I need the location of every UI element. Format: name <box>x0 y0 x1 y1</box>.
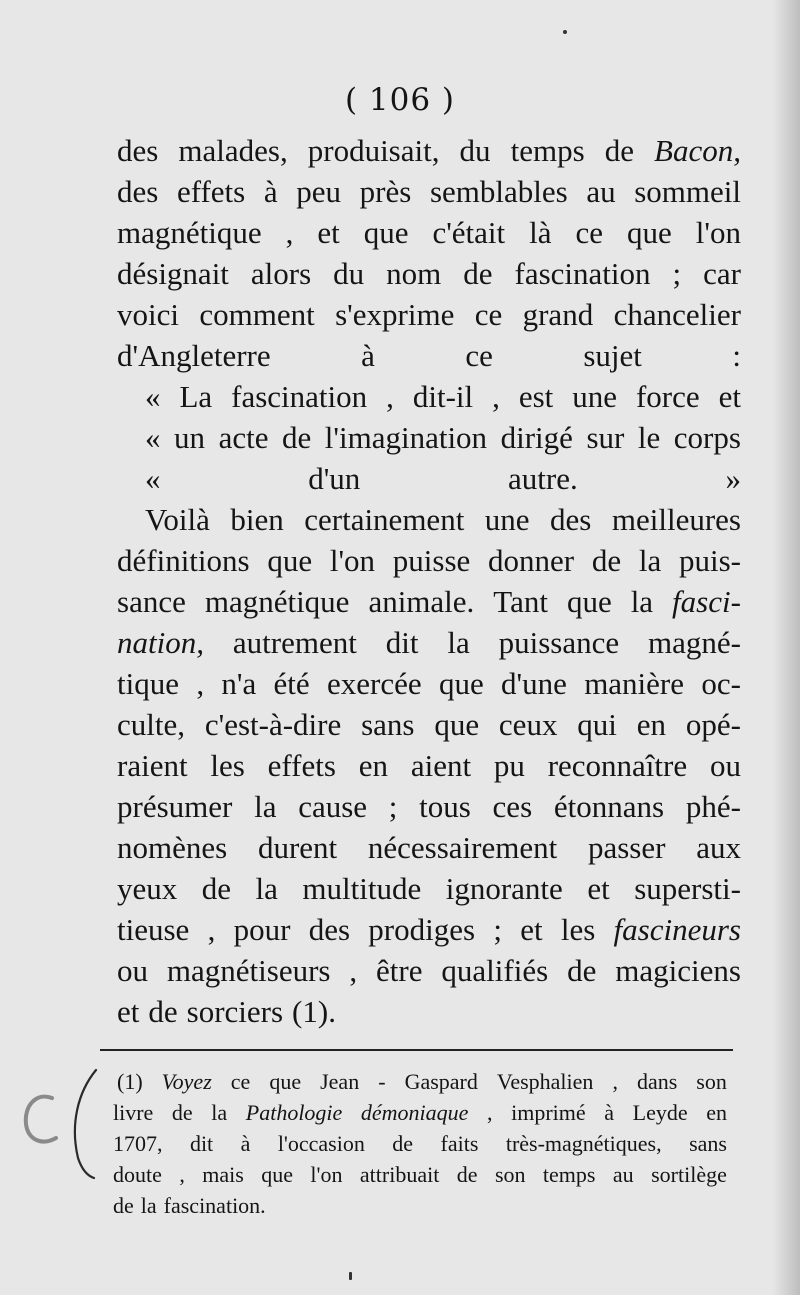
margin-handwritten-mark <box>12 1062 102 1182</box>
word: là <box>529 215 552 250</box>
word: une <box>572 379 617 414</box>
word: un <box>174 420 206 455</box>
word: à <box>240 1131 251 1156</box>
word: que <box>434 707 480 742</box>
word: prodiges <box>368 912 476 947</box>
text-line <box>113 1066 727 1097</box>
word: sur <box>586 420 625 455</box>
text-line <box>117 376 741 417</box>
word: magiciens <box>615 953 741 988</box>
word: d'une <box>501 666 567 701</box>
footnote-rule <box>100 1049 733 1051</box>
word: « <box>145 461 161 496</box>
word: bien <box>230 502 284 537</box>
word: manière <box>584 666 685 701</box>
word: magnétique <box>117 215 262 250</box>
word: les <box>560 912 596 947</box>
word: temps <box>542 1162 596 1187</box>
word: de <box>113 1193 134 1218</box>
word: magné- <box>648 625 741 660</box>
word: et <box>718 379 741 414</box>
word: des <box>550 502 592 537</box>
italic-word: fasci- <box>672 584 741 619</box>
text-line <box>117 212 741 253</box>
word: , <box>349 953 358 988</box>
text-line <box>117 294 741 335</box>
word: ; <box>388 789 398 824</box>
word: des <box>117 133 159 168</box>
word: d'Angleterre <box>117 338 271 373</box>
word: la <box>638 543 662 578</box>
word: malades, <box>178 133 288 168</box>
word: pour <box>233 912 291 947</box>
text-line <box>117 991 741 1032</box>
text-line <box>117 253 741 294</box>
word: nomènes <box>117 830 228 865</box>
word: son <box>696 1069 727 1094</box>
text-line <box>117 909 741 950</box>
word: » <box>725 461 741 496</box>
word: en <box>636 707 667 742</box>
word: la <box>447 625 470 660</box>
text-line <box>113 1190 727 1221</box>
word: peu <box>296 174 342 209</box>
word: son <box>494 1162 526 1187</box>
word: ; <box>672 256 682 291</box>
word: Vesphalien <box>496 1069 594 1094</box>
text-line <box>117 540 741 581</box>
word: sortilège <box>651 1162 727 1187</box>
word: autrement <box>232 625 357 660</box>
word: (1) <box>117 1069 143 1094</box>
word: meilleures <box>611 502 741 537</box>
word: chancelier <box>613 297 741 332</box>
word: sujet <box>583 338 642 373</box>
word: aient <box>410 748 472 783</box>
word: alors <box>250 256 312 291</box>
word: définitions <box>117 543 250 578</box>
word: grand <box>522 297 594 332</box>
word: sans <box>689 1131 727 1156</box>
word: et <box>520 912 543 947</box>
word: attribuait <box>359 1162 440 1187</box>
word: ignorante <box>445 871 563 906</box>
word: animale. <box>368 584 475 619</box>
word: doute <box>113 1162 162 1187</box>
word: à <box>263 174 278 209</box>
page-number: ( 106 ) <box>344 82 456 118</box>
word: fascination <box>231 379 368 414</box>
word: des <box>117 174 159 209</box>
word: ce <box>465 338 493 373</box>
word: dit <box>385 625 419 660</box>
word: voici <box>117 297 179 332</box>
word: ou <box>709 748 741 783</box>
word: effets <box>176 174 246 209</box>
word: faits <box>440 1131 479 1156</box>
word: ce <box>575 215 604 250</box>
word: de <box>148 994 178 1029</box>
word: est <box>518 379 554 414</box>
italic-word: démoniaque <box>360 1100 469 1125</box>
text-line <box>117 171 741 212</box>
word: n'a <box>221 666 257 701</box>
word: ce <box>474 297 503 332</box>
text-line <box>117 417 741 458</box>
word: , <box>179 1162 185 1187</box>
word: puissance <box>498 625 620 660</box>
word: ou <box>117 953 148 988</box>
word: été <box>273 666 310 701</box>
text-line <box>117 130 741 171</box>
word: l'on <box>329 543 376 578</box>
text-line <box>113 1097 727 1128</box>
word: « <box>145 379 161 414</box>
word: yeux <box>117 871 178 906</box>
word: s'exprime <box>335 297 455 332</box>
word: de <box>591 543 622 578</box>
word: au <box>612 1162 634 1187</box>
word: des <box>308 912 351 947</box>
word: l'occasion <box>277 1131 365 1156</box>
text-line <box>117 786 741 827</box>
italic-word: Pathologie <box>245 1100 343 1125</box>
word: 1707, <box>113 1131 163 1156</box>
word: nom <box>386 256 442 291</box>
word: dit <box>189 1131 214 1156</box>
word: donner <box>488 543 575 578</box>
word: du <box>459 133 491 168</box>
word: effets <box>267 748 336 783</box>
word: que <box>267 543 313 578</box>
word: le <box>637 420 661 455</box>
word: les <box>210 748 245 783</box>
word: que <box>363 215 409 250</box>
word: Jean <box>320 1069 360 1094</box>
word: de <box>392 1131 414 1156</box>
word: très-magnétiques, <box>505 1131 662 1156</box>
word: de <box>171 1100 193 1125</box>
word: magnétiseurs <box>166 953 331 988</box>
text-line <box>113 1128 727 1159</box>
word: la <box>255 871 278 906</box>
word: - <box>378 1069 386 1094</box>
word: certainement <box>304 502 465 537</box>
word: que <box>627 215 672 250</box>
word: imprimé <box>511 1100 586 1125</box>
word: ceux <box>498 707 558 742</box>
word: qui <box>577 707 617 742</box>
word: nécessairement <box>367 830 558 865</box>
word: pu <box>493 748 525 783</box>
word: à <box>604 1100 615 1125</box>
word: c'est-à-dire <box>204 707 342 742</box>
word: que <box>438 666 484 701</box>
word: mais <box>202 1162 244 1187</box>
word: d'un <box>308 461 361 496</box>
word: Tant <box>493 584 548 619</box>
word: tieuse <box>117 912 190 947</box>
word: et <box>117 994 140 1029</box>
word: , <box>612 1069 618 1094</box>
word: l'on <box>310 1162 343 1187</box>
word: de <box>463 256 493 291</box>
word: de <box>604 133 634 168</box>
word: , <box>386 379 394 414</box>
text-line <box>117 950 741 991</box>
word: ce <box>230 1069 251 1094</box>
word: ces <box>492 789 533 824</box>
word: raient <box>117 748 188 783</box>
word: la <box>630 584 654 619</box>
text-line <box>117 745 741 786</box>
italic-word: Bacon, <box>654 133 741 168</box>
word: que <box>566 584 612 619</box>
word: la <box>140 1193 157 1218</box>
word: , <box>492 379 500 414</box>
word: dans <box>636 1069 678 1094</box>
italic-word: Voyez <box>161 1069 212 1094</box>
word: corps <box>673 420 741 455</box>
text-line <box>117 663 741 704</box>
word: semblables <box>429 174 568 209</box>
word: en <box>358 748 389 783</box>
word: près <box>359 174 412 209</box>
ink-speck <box>349 1272 352 1280</box>
word: fascination. <box>163 1193 266 1218</box>
word: la <box>254 789 277 824</box>
word: , <box>196 666 205 701</box>
word: , <box>285 215 294 250</box>
word: et <box>587 871 610 906</box>
text-line <box>117 335 741 376</box>
word: une <box>484 502 530 537</box>
word: étonnans <box>553 789 665 824</box>
word: fascination <box>514 256 651 291</box>
word: car <box>703 256 741 291</box>
word: culte, <box>117 707 185 742</box>
word: tique <box>117 666 179 701</box>
word: que <box>269 1069 302 1094</box>
word: Voilà <box>145 502 210 537</box>
word: du <box>333 256 365 291</box>
word: exercée <box>327 666 422 701</box>
text-line <box>117 458 741 499</box>
word: aux <box>696 830 741 865</box>
text-line <box>113 1159 727 1190</box>
word: Leyde <box>632 1100 688 1125</box>
word: acte <box>218 420 269 455</box>
word: « <box>145 420 161 455</box>
word: cause <box>298 789 368 824</box>
word: de <box>201 871 232 906</box>
word: passer <box>587 830 666 865</box>
word: l'on <box>695 215 741 250</box>
word: (1). <box>292 994 336 1029</box>
word: que <box>261 1162 293 1187</box>
word: et <box>317 215 340 250</box>
word: durent <box>257 830 338 865</box>
word: désignait <box>117 256 229 291</box>
text-line <box>117 622 741 663</box>
word: phé- <box>685 789 741 824</box>
word: sance <box>117 584 186 619</box>
ink-speck <box>563 30 567 34</box>
word: comment <box>199 297 315 332</box>
text-line <box>117 827 741 868</box>
italic-word: fascineurs <box>613 912 741 947</box>
word: puis- <box>678 543 741 578</box>
word: présumer <box>117 789 233 824</box>
word: à <box>361 338 375 373</box>
word: opé- <box>685 707 741 742</box>
word: l'imagination <box>324 420 488 455</box>
text-line <box>117 704 741 745</box>
word: sommeil <box>634 174 741 209</box>
word: temps <box>510 133 585 168</box>
word: la <box>211 1100 228 1125</box>
text-line <box>117 581 741 622</box>
word: c'était <box>432 215 506 250</box>
word: en <box>706 1100 727 1125</box>
word: puisse <box>392 543 471 578</box>
text-line <box>117 868 741 909</box>
word: La <box>179 379 213 414</box>
word: supersti- <box>634 871 741 906</box>
word: autre. <box>508 461 578 496</box>
word: force <box>635 379 700 414</box>
word: tous <box>419 789 471 824</box>
word: être <box>376 953 423 988</box>
word: au <box>586 174 616 209</box>
word: de <box>567 953 597 988</box>
word: de <box>456 1162 478 1187</box>
word: dirigé <box>500 420 573 455</box>
word: livre <box>113 1100 154 1125</box>
word: dit-il <box>412 379 474 414</box>
word: oc- <box>701 666 741 701</box>
word: produisait, <box>307 133 440 168</box>
word: qualifiés <box>441 953 549 988</box>
page-spine-shadow <box>772 0 800 1295</box>
word: de <box>281 420 312 455</box>
word: , <box>207 912 216 947</box>
word: : <box>732 338 741 373</box>
text-line <box>117 499 741 540</box>
word: Gaspard <box>404 1069 478 1094</box>
word: , <box>487 1100 493 1125</box>
body-text <box>117 130 741 1032</box>
word: sorciers <box>186 994 284 1029</box>
word: reconnaître <box>547 748 688 783</box>
word: multitude <box>302 871 422 906</box>
footnote <box>113 1066 727 1221</box>
word: magnétique <box>204 584 350 619</box>
word: ; <box>493 912 502 947</box>
word: sans <box>361 707 415 742</box>
italic-word: nation, <box>117 625 204 660</box>
